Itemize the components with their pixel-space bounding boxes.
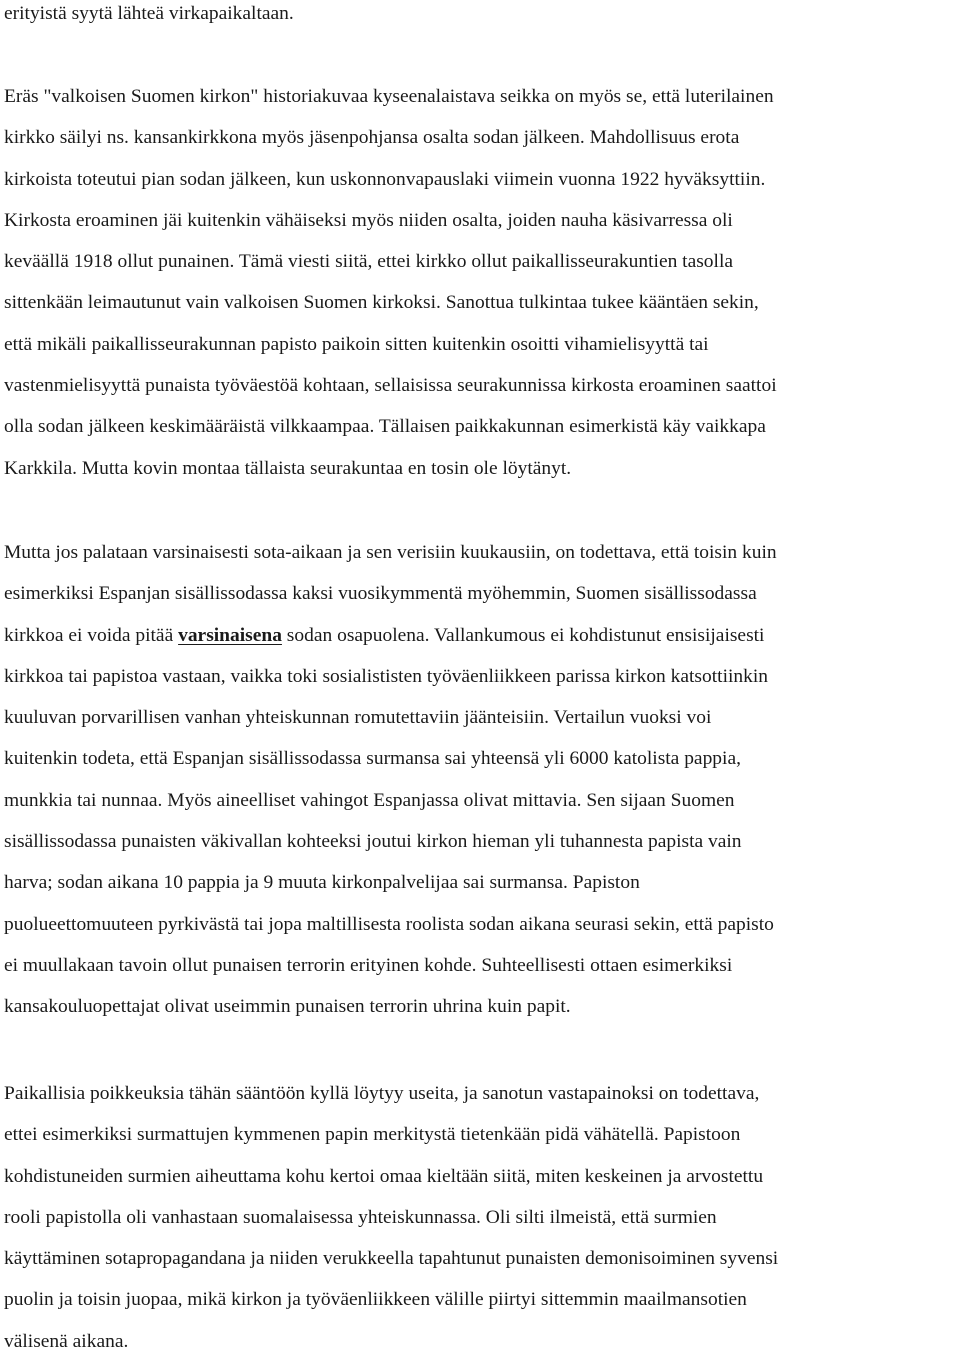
text-line: munkkia tai nunnaa. Myös aineelliset vahingot Espanjassa olivat mittavia. Sen sijaan Suomen (4, 789, 735, 811)
paragraph-3 (4, 532, 959, 1028)
emphasized-term: varsinaisena (178, 624, 282, 646)
text-segment: sodan osapuolena. Vallankumous ei kohdistunut ensisijaisesti (281, 624, 765, 646)
text-line: harva; sodan aikana 10 pappia ja 9 muuta kirkonpalvelijaa sai surmansa. Papiston (4, 872, 640, 894)
text-line: kansakouluopettajat olivat useimmin punaisen terrorin uhrina kuin papit. (4, 996, 571, 1018)
text-line: kirkko säilyi ns. kansankirkkona myös jäsenpohjansa osalta sodan jälkeen. Mahdollisuus erota (4, 127, 740, 149)
text-line: kuuluvan porvarillisen vanhan yhteiskunnan romutettaviin jäänteisiin. Vertailun vuoksi voi (4, 707, 712, 729)
text-line: ei muullakaan tavoin ollut punaisen terrorin erityinen kohde. Suhteellisesti ottaen esimerkiksi (4, 954, 733, 976)
text-line: Karkkila. Mutta kovin montaa tällaista seurakuntaa en tosin ole löytänyt. (4, 457, 572, 479)
text-segment: kirkkoa ei voida pitää (4, 624, 179, 646)
text-line: kohdistuneiden surmien aiheuttama kohu kertoi omaa kieltään siitä, miten keskeinen ja arvostettu (4, 1165, 764, 1187)
text-line: kuitenkin todeta, että Espanjan sisällissodassa surmansa sai yhteensä yli 6000 katolista pappia, (4, 748, 741, 770)
text-line: Kirkosta eroaminen jäi kuitenkin vähäiseksi myös niiden osalta, joiden nauha käsivarressa oli (4, 209, 733, 231)
text-line: sisällissodassa punaisten väkivallan kohteeksi joutui kirkon hieman yli tuhannesta papista vain (4, 831, 742, 853)
text-line: Eräs "valkoisen Suomen kirkon" historiakuvaa kyseenalaistava seikka on myös se, että luterilainen (4, 86, 774, 107)
text-line: että mikäli paikallisseurakunnan papisto paikoin sitten kuitenkin osoitti vihamielisyyttä tai (4, 333, 709, 355)
text-line: Paikallisia poikkeuksia tähän sääntöön kyllä löytyy useita, ja sanotun vastapainoksi on todettava, (4, 1083, 760, 1104)
text-line: Mutta jos palataan varsinaisesti sota-aikaan ja sen verisiin kuukausiin, on todettava, että toisin kuin (4, 542, 777, 563)
paragraph-1 (4, 0, 959, 34)
text-line: erityistä syytä lähteä virkapaikaltaan. (4, 3, 294, 24)
text-line: kirkoista toteutui pian sodan jälkeen, kun uskonnonvapauslaki viimein vuonna 1922 hyväksyttiin. (4, 168, 766, 190)
text-line: kirkkoa tai papistoa vastaan, vaikka toki sosialististen työväenliikkeen parissa kirkon katsottiinkin (4, 665, 768, 687)
text-line: keväällä 1918 ollut punainen. Tämä viesti siitä, ettei kirkko ollut paikallisseurakuntien tasolla (4, 251, 734, 273)
text-line: ettei esimerkiksi surmattujen kymmenen papin merkitystä tietenkään pidä vähätellä. Papistoon (4, 1124, 741, 1146)
text-line (4, 615, 959, 656)
text-line: sittenkään leimautunut vain valkoisen Suomen kirkoksi. Sanottua tulkintaa tukee kääntäen sekin, (4, 292, 759, 314)
text-line: välisenä aikana. (4, 1330, 129, 1352)
text-line: puolin ja toisin juopaa, mikä kirkon ja työväenliikkeen välille piirtyi sittemmin maailmansotien (4, 1289, 747, 1311)
text-line: vastenmielisyyttä punaista työväestöä kohtaan, sellaisissa seurakunnissa kirkosta eroaminen saattoi (4, 375, 777, 397)
text-line: puolueettomuuteen pyrkivästä tai jopa maltillisesta roolista sodan aikana seurasi sekin, että papisto (4, 913, 774, 935)
text-line: rooli papistolla oli vanhastaan suomalaisessa yhteiskunnassa. Oli silti ilmeistä, että surmien (4, 1206, 717, 1228)
paragraph-4 (4, 1073, 959, 1362)
text-line: olla sodan jälkeen keskimääräistä vilkkaampaa. Tällaisen paikkakunnan esimerkistä käy vaikkapa (4, 416, 766, 438)
text-line: käyttäminen sotapropagandana ja niiden verukkeella tapahtunut punaisten demonisoiminen syvensi (4, 1248, 779, 1270)
text-line: esimerkiksi Espanjan sisällissodassa kaksi vuosikymmentä myöhemmin, Suomen sisällissodassa (4, 583, 757, 605)
paragraph-2 (4, 76, 959, 489)
